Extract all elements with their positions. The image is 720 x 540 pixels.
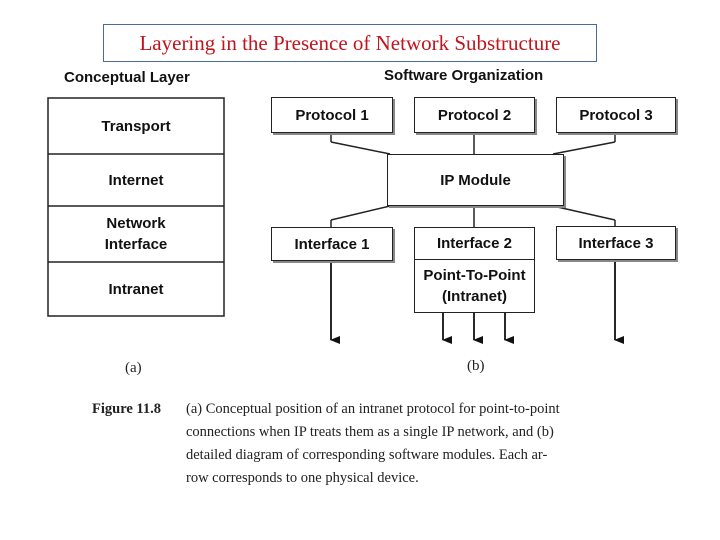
protocol-2-box: Protocol 2 — [414, 97, 535, 133]
point-to-point-box: Point-To-Point (Intranet) — [414, 259, 535, 313]
connector-interface-3 — [553, 206, 615, 220]
interface-2-box: Interface 2 — [414, 227, 535, 259]
connector-interface-1 — [331, 206, 390, 220]
layer-internet: Internet — [108, 171, 164, 189]
stack-outline — [48, 98, 224, 316]
panel-a-label: (a) — [125, 360, 142, 376]
slide-title: Layering in the Presence of Network Substructure — [103, 24, 597, 62]
layer-transport: Transport — [101, 117, 171, 135]
figure-number: Figure 11.8 — [92, 401, 162, 417]
panel-b-label: (b) — [467, 358, 485, 374]
caption-line: (a) Conceptual position of an intranet protocol for point-to-point — [186, 401, 560, 417]
layer-network-interface: Network Interface — [104, 215, 168, 253]
interface-1-box: Interface 1 — [271, 227, 393, 261]
caption-line: connections when IP treats them as a single IP network, and (b) — [186, 424, 554, 440]
connector-protocol-1 — [331, 142, 390, 154]
figure-caption — [92, 398, 692, 490]
caption-line: row corresponds to one physical device. — [186, 470, 419, 486]
protocol-3-box: Protocol 3 — [556, 97, 676, 133]
interface-3-box: Interface 3 — [556, 226, 676, 260]
protocol-1-box: Protocol 1 — [271, 97, 393, 133]
caption-line: detailed diagram of corresponding software modules. Each ar- — [186, 447, 548, 463]
connector-protocol-3 — [553, 142, 615, 154]
ip-module-box: IP Module — [387, 154, 564, 206]
layer-intranet: Intranet — [108, 280, 164, 298]
software-organization-heading: Software Organization — [384, 67, 544, 84]
conceptual-layer-heading: Conceptual Layer — [64, 69, 190, 86]
